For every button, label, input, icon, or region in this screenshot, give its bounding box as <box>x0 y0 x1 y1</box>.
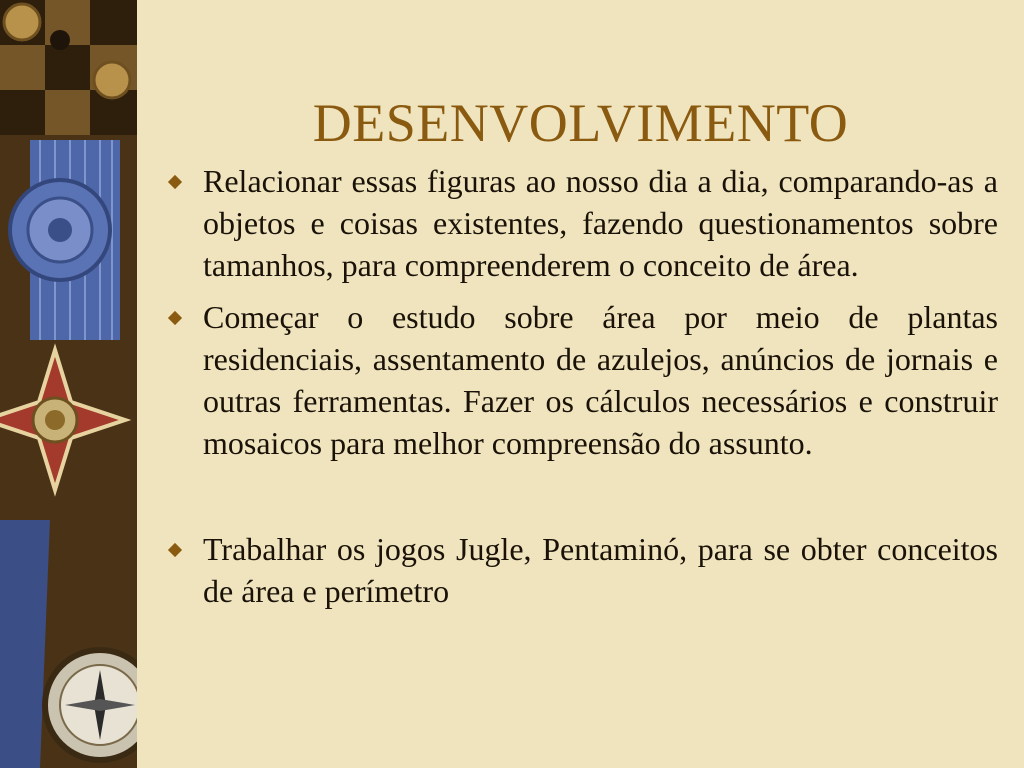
slide-title: DESENVOLVIMENTO <box>312 93 849 153</box>
bullet-text-1: Relacionar essas figuras ao nosso dia a dia, comparando-as a objetos e coisas existentes, fazendo questionamentos sobre tamanhos, para compreenderem o conceito de área. <box>203 163 998 283</box>
bullet-item-1 <box>168 160 998 286</box>
bullet-text-2: Começar o estudo sobre área por meio de plantas residenciais, assentamento de azulejos, anúncios de jornais e outras ferramentas. Fazer os cálculos necessários e construir mosaicos para melhor compreensão do assunto. <box>203 299 998 461</box>
bullet-item-2 <box>168 296 998 464</box>
bullet-item-3 <box>168 528 998 612</box>
bullet-text-3: Trabalhar os jogos Jugle, Pentaminó, para se obter conceitos de área e perímetro <box>203 531 998 609</box>
decorative-medal-image <box>0 0 137 768</box>
diamond-icon <box>168 311 182 325</box>
diamond-icon <box>168 543 182 557</box>
bullet-list <box>168 160 998 612</box>
diamond-icon <box>168 175 182 189</box>
